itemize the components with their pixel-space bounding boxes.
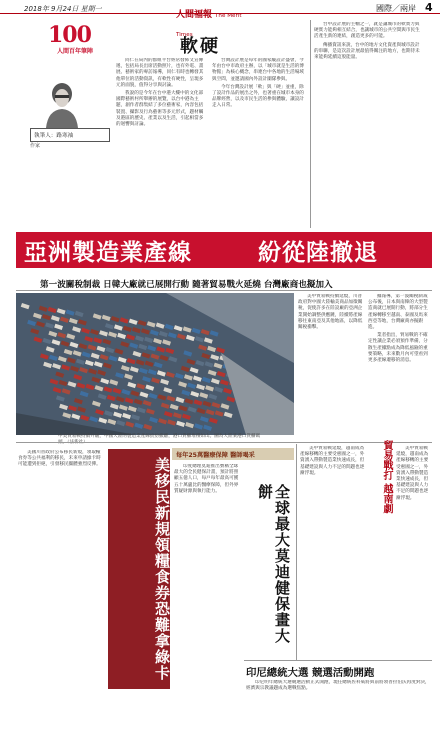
lead-body-2 [368, 294, 430, 434]
immigration-paragraph: 美國川普政府公布移民新規，領取糧食券等公共福利的移民，未來申請綠卡時可能遭到拒絕，引發移民團體強烈反彈。 [18, 450, 101, 468]
main-headline-part-1: 亞洲製造業產線 [24, 239, 192, 266]
vietnam-body [300, 446, 368, 654]
main-subheadline: 第一波關稅制裁 日韓大廠就已展開行動 隨著貿易戰火延燒 台灣廠商也擬加入 [40, 280, 333, 290]
section-rule [16, 442, 432, 443]
immigration-body [18, 450, 104, 720]
vietnam-paragraph: 美中貿易戰延燒，越南成為產線移轉的主要受惠國之一，外資湧入帶動製造業快速成長，但基礎建設與人力不足的問題也逐漸浮現。 [396, 446, 429, 501]
column-body-1 [116, 58, 206, 228]
column-paragraph: 台中設計展的主軸之一，就是讓城市的軟實力與硬實力能夠相互結合，也讓城市的公共空間與市民生活產生新的連結，創造更多的可能。 [314, 22, 420, 40]
author-role: 作家 [30, 143, 41, 149]
photo-caption: 中美貿易戰持續升級，中國大陸的製造業產線紛紛撤離，港口貨櫃堆積如山。圖為大陸某港口貨櫃碼頭。（法新社） [58, 434, 261, 445]
issue-date: 2018年 9月24日 星期一 [24, 5, 102, 13]
column-series-number: 100 [48, 22, 91, 48]
section-name: 國際／兩岸 [376, 4, 416, 13]
vietnam-headline: 貿易戰打 越南劇 [381, 440, 392, 514]
newspaper-logo-en: The Merit Times [176, 13, 242, 38]
column-series-subtitle: 人間百年筆陣 [56, 48, 93, 55]
container-port-photo [16, 293, 294, 435]
newspaper-logo [176, 2, 258, 38]
vietnam-body-2 [396, 446, 432, 654]
newspaper-logo-cn: 人間福報 [176, 10, 213, 20]
lead-paragraph: 據報導，第一波關稅制裁公布後，日本與南韓的大型製造商就已展開行動，將部分生產線轉移至越南、泰國及馬來西亞等地，台灣廠商亦擬跟進。 [368, 294, 428, 331]
page-number: 4 [425, 1, 433, 14]
header-rule [0, 13, 440, 14]
column-paragraph: 傳播資訊來說，台中的地方文化資產與城市設計的串聯，是這次設計展最值得關注的地方，也期待未來能夠延續這股能量。 [314, 42, 420, 61]
lead-paragraph: 業者指出，貿易戰的不確定性讓企業必須預作準備，分散生產據點成為降低風險的重要策略，未來數月內可望看到更多產線遷移的消息。 [368, 333, 428, 364]
author-name: 執筆人：路寒袖 [34, 133, 74, 139]
column-series-logo [48, 22, 112, 66]
indonesia-paragraph: 印尼明年總統大選競選活動正式開跑，現任總統佐科威將與前將領普拉伯沃再度對決，經濟與宗教議題成為選戰焦點。 [246, 680, 430, 692]
subheadline-rule [16, 290, 432, 291]
indonesia-rule [244, 660, 432, 661]
column-paragraph: 台灣設計展是每年的國家級設計盛會，今年由台中市政府主辦，以「城市就是生活的博物館」為核心概念，串連台中各地的生活場域與空間，並邀請國內外設計團隊參與。 [212, 58, 304, 82]
column-paragraph: 我說的是今年在台中港大樓中的文化部國際藝術村所舉辦的展覽，以台中港為主題，創作者群集結了多位藝術家，內容包括裝置、攝影及行為藝術等多元形式，題材觸及港區的歷史、產業以及生活，引起相當多的迴響與討論。 [116, 91, 204, 128]
column-paragraph: 今年台灣設計展「軟」與「硬」並重，除了設計作品的展出之外，也著重在城市本身的品牌經營，以及市民生活的參與體驗，讓設計走入日常。 [212, 84, 304, 109]
column-title: 軟硬 [180, 36, 220, 57]
immigration-headline: 美移民新規領糧食券恐難拿綠卡 [108, 449, 170, 689]
vietnam-paragraph: 美中貿易戰延燒，越南成為產線移轉的主要受惠國之一，外資湧入帶動製造業快速成長，但基礎建設與人力不足的問題也逐漸浮現。 [300, 446, 365, 476]
health-headline: 全球最大莫迪健保畫大餅 [256, 484, 291, 644]
column-body-2 [212, 58, 306, 228]
health-paragraph: 印度總理莫迪推出號稱全球最大的全民健保計畫，預計將照顧五億人口，每戶每年最高可獲五十萬盧比的醫療保障，但外界質疑財源與執行能力。 [174, 464, 239, 494]
health-banner-text: 每年25萬醫療保障 醫師喝采 [176, 452, 255, 459]
main-headline-part-2: 紛從陸撤退 [258, 239, 378, 266]
author-portrait [44, 78, 80, 128]
column-paragraph: 同仁在局內的群組平台經常發佈文宣傳遞，包括局長出席活動照片，也有外電、畫展、藝術家的專訪報導，同仁有時也轉發其他單位的活動資訊，有軟性有硬性，呈現多元的面貌，值得分享與討論。 [116, 58, 204, 88]
lead-body-1 [298, 294, 364, 434]
column-divider [310, 20, 311, 228]
right-divider [296, 444, 297, 660]
lead-paragraph: 美中貿易戰持續延燒，川普政府對中國大陸輸美商品加徵關稅，促使許多在陸設廠的亞洲企業開始調整供應鏈，陸續將產線移往東南亞及其他地區，以降低關稅衝擊。 [298, 294, 363, 331]
indonesia-headline: 印尼總統大選 競選活動開跑 [246, 667, 375, 679]
column-body-3 [314, 22, 424, 228]
health-body [174, 464, 240, 720]
indonesia-body [246, 680, 430, 724]
